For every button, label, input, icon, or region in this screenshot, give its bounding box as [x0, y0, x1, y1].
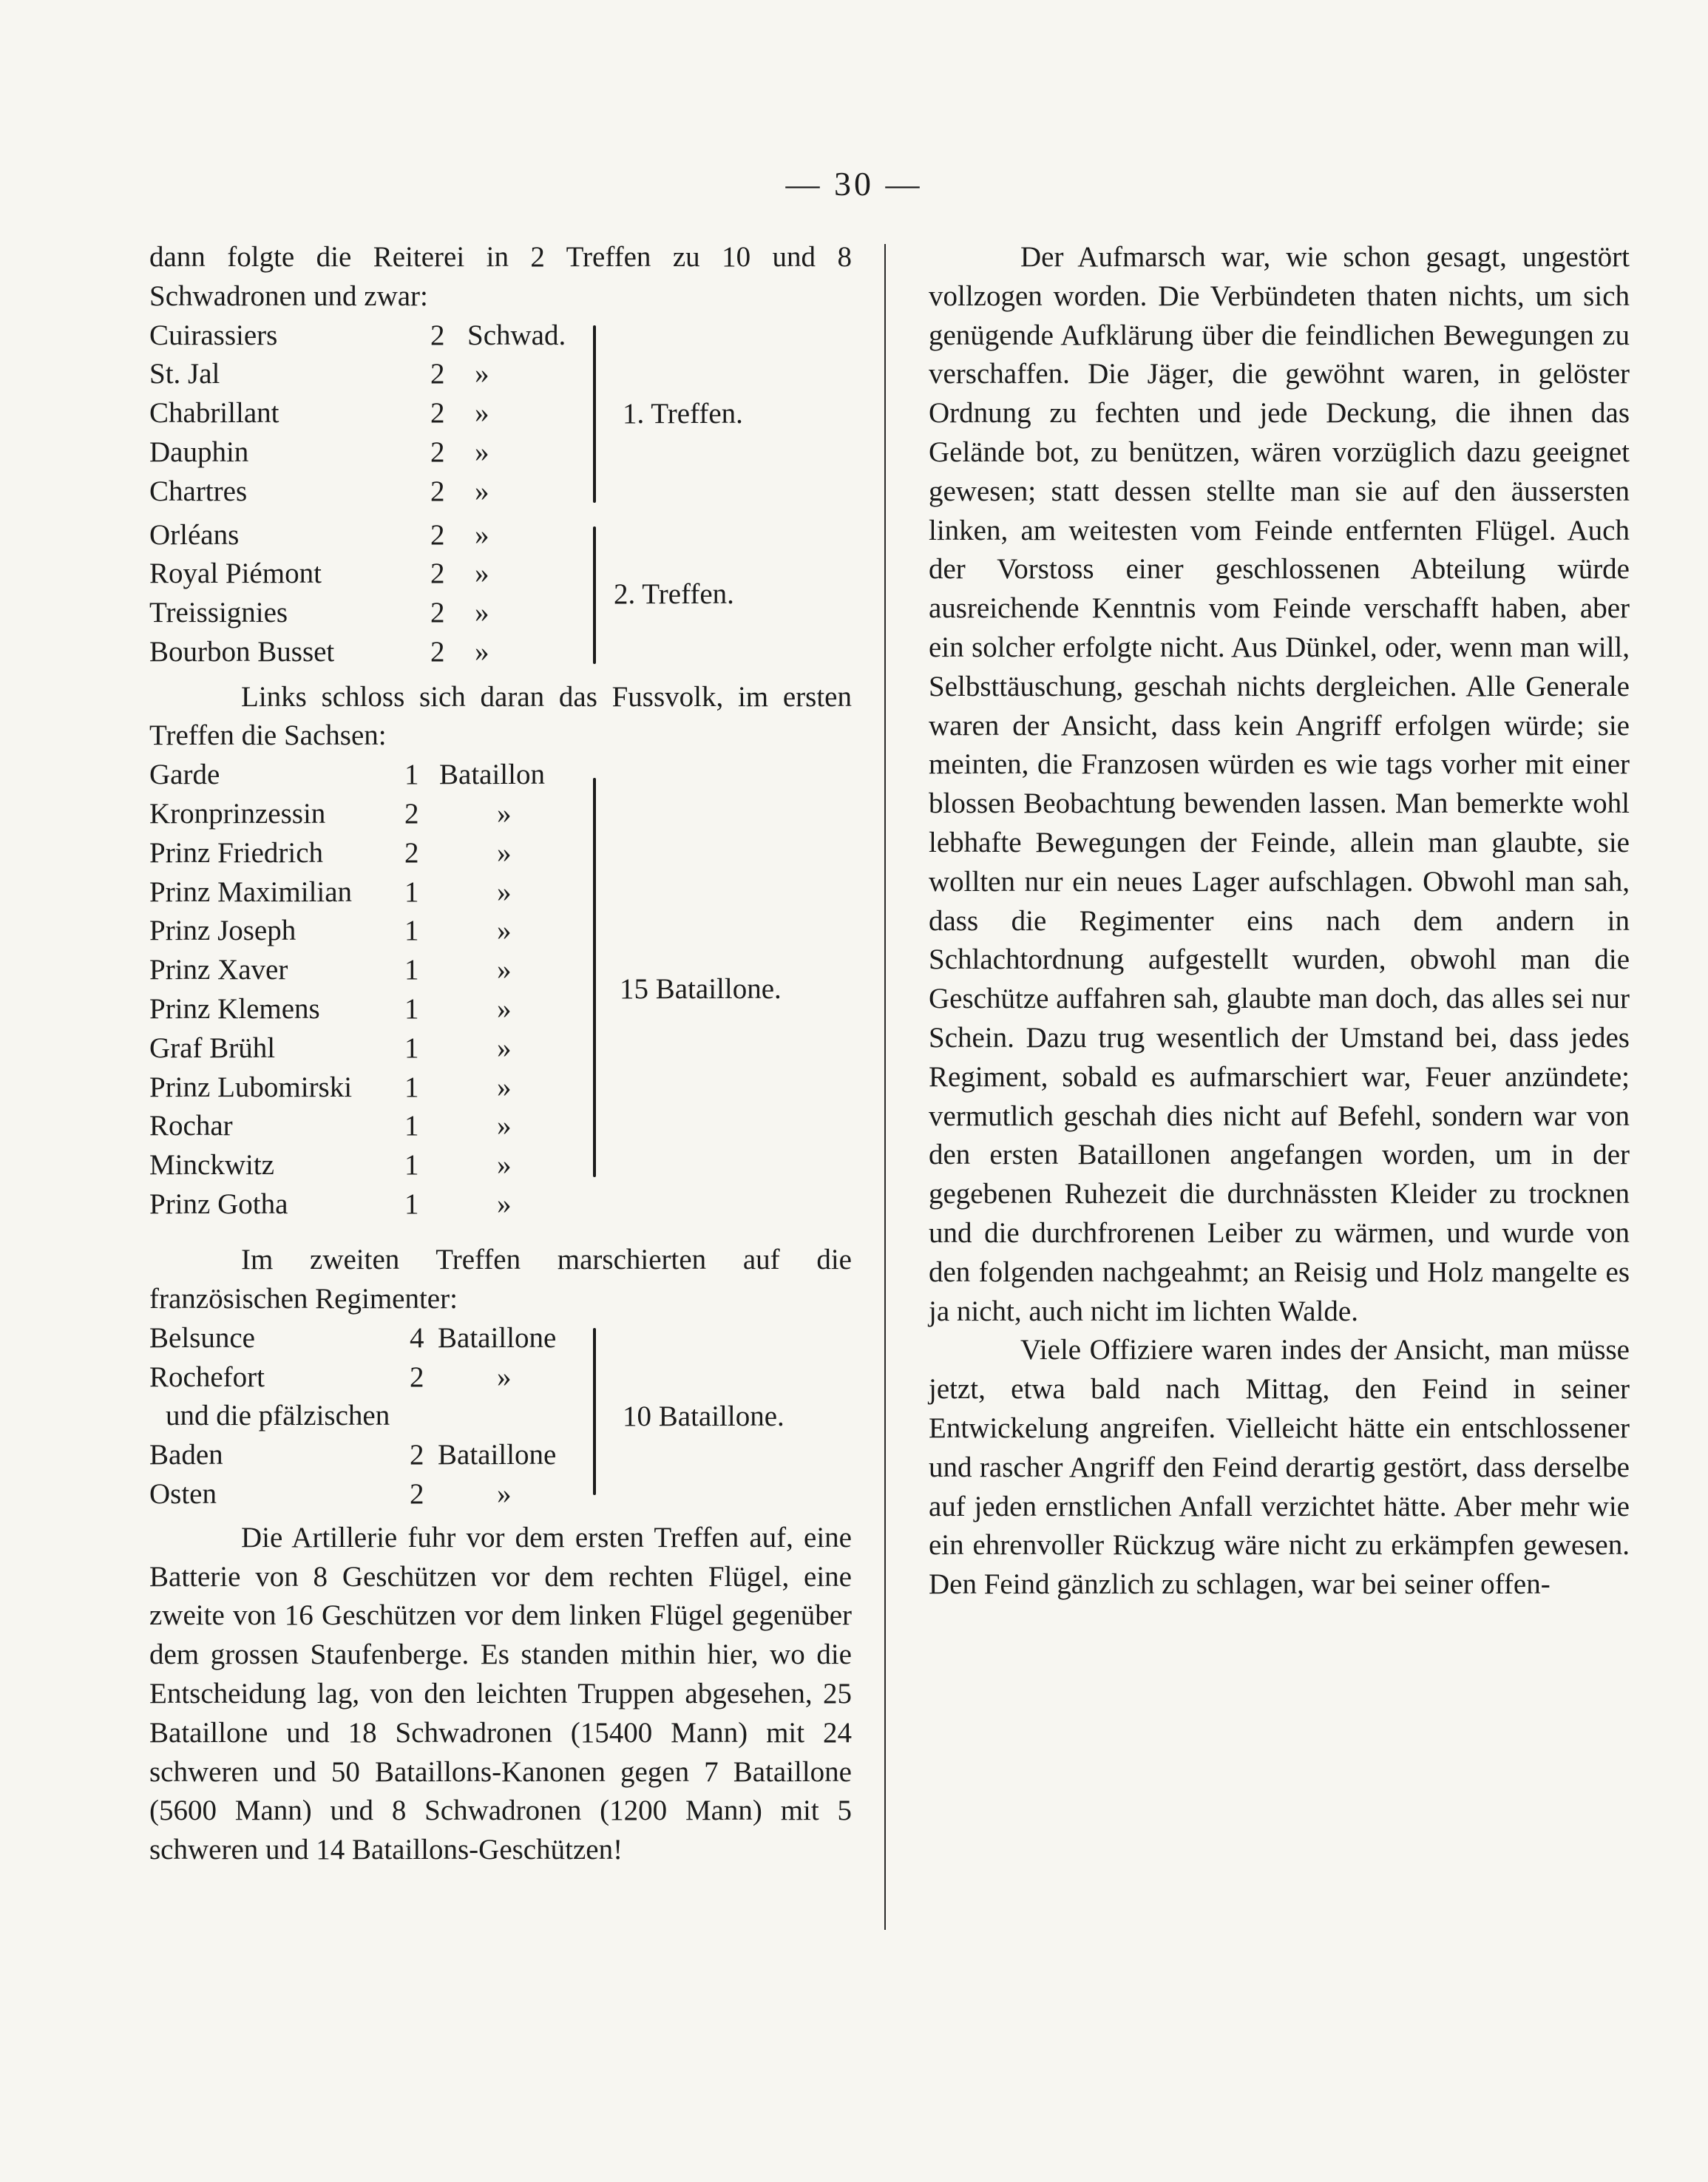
intro-french: Im zweiten Treffen marschierten auf die französischen Regimenter: [149, 1244, 852, 1315]
unit-name: Belsunce [149, 1321, 255, 1354]
unit-count: 2 [410, 1477, 424, 1510]
unit-type: Bataillone [438, 1321, 557, 1354]
unit-count: 1 [404, 1187, 419, 1220]
unit-name: Prinz Klemens [149, 992, 320, 1025]
table-row [149, 756, 852, 795]
unit-name: Rochar [149, 1110, 233, 1142]
brace-icon [593, 778, 596, 1177]
unit-type: » [475, 475, 489, 507]
unit-count: 2 [430, 397, 445, 430]
table-row [149, 1068, 852, 1108]
unit-count: 2 [430, 319, 445, 351]
unit-name: Royal Piémont [149, 558, 322, 590]
unit-count: 4 [410, 1321, 424, 1354]
brace-icon [593, 325, 596, 503]
brace-icon [593, 526, 596, 664]
table-row [149, 834, 852, 873]
artillery-paragraph: Die Artillerie fuhr vor dem ersten Treffen auf, eine Batterie von 8 Geschützen vor dem rechten Flügel, eine zweite von 16 Geschützen vor dem linken Flügel gegenüber dem grossen Staufenberge. Es standen mithin hier, wo die Entscheidung lag, von den leichten Truppen abgesehen, 25 Bataillone und 18 Schwadronen (15400 Mann) mit 24 schweren und 50 Bataillons-Kanonen gegen 7 Bataillone (5600 Mann) und 8 Schwadronen (1200 Mann) mit 5 schweren und 14 Bataillons-Geschützen! [149, 1521, 852, 1866]
unit-type: » [497, 1477, 512, 1510]
unit-count: 2 [430, 597, 445, 629]
table-row [149, 555, 852, 594]
paragraph-deployment: Der Aufmarsch war, wie schon gesagt, ungestört vollzogen worden. Die Verbündeten thaten nichts, um sich genügende Aufklärung über die feindlichen Bewegungen zu verschaffen. Die Jäger, die gewöhnt waren, in gelöster Ordnung zu fechten und jede Deckung, die ihnen das Gelände bot, zu benützen, wären vorzüglich dazu geeignet gewesen; statt dessen stellte man sie auf den äussersten linken, am weitesten vom Feinde entfernten Flügel. Auch der Vorstoss einer geschlossenen Abteilung würde ausreichende Kenntnis vom Feinde verschafft haben, aber ein solcher erfolgte nicht. Aus Dünkel, oder, wenn man will, Selbsttäuschung, geschah nichts dergleichen. Alle Generale waren der Ansicht, dass kein Angriff erfolgen würde; sie meinten, die Franzosen würden es wie tags vorher mit einer blossen Beobachtung bewenden lassen. Man bemerkte wohl lebhafte Bewegungen der Feinde, allein man glaubte, sie wollten nur ein neues Lager aufschlagen. Obwohl man sah, dass die Regimenter eins nach dem andern in Schlachtordnung aufgestellt wurden, obwohl man die Geschütze auffahren sah, glaubte man doch, das alles sei nur Schein. Dazu trug wesentlich der Umstand bei, dass jedes Regiment, sobald es aufmarschiert war, Feuer anzündete; vermutlich geschah dies nicht auf Befehl, sondern war von den ersten Bataillonen angefangen worden, um in der gegebenen Ruhezeit die durchnässten Kleider zu trocknen und die durchfrorenen Leiber zu wärmen, und wurde von den folgenden nachgeahmt; an Reisig und Holz mangelte es ja nicht, auch nicht im lichten Walde. [929, 241, 1630, 1327]
intro-saxons: Links schloss sich daran das Fussvolk, im ersten Treffen die Sachsen: [149, 680, 852, 752]
unit-name: Minckwitz [149, 1149, 274, 1182]
group-total: 15 Bataillone. [620, 973, 782, 1006]
unit-name: Dauphin [149, 436, 249, 468]
unit-type: Bataillone [438, 1439, 557, 1471]
unit-name: Cuirassiers [149, 319, 278, 351]
unit-count: 1 [404, 1149, 419, 1182]
unit-count: 1 [404, 915, 419, 947]
group-total: 10 Bataillone. [623, 1400, 784, 1432]
table-row [149, 795, 852, 834]
unit-name: Prinz Friedrich [149, 836, 324, 869]
page-number: — 30 — [785, 165, 923, 203]
table-row [149, 1185, 852, 1224]
table-row [149, 1358, 852, 1397]
unit-type: Bataillon [439, 759, 545, 791]
unit-count: 2 [404, 836, 419, 869]
unit-count: 2 [430, 475, 445, 507]
unit-type: » [497, 836, 512, 869]
table-row [149, 594, 852, 633]
unit-type: » [497, 1110, 512, 1142]
unit-type: » [497, 1149, 512, 1182]
unit-type: » [475, 635, 489, 668]
unit-name: Kronprinzessin [149, 797, 326, 830]
table-row [149, 316, 852, 356]
unit-name: Osten [149, 1477, 217, 1510]
unit-name: Orléans [149, 518, 240, 551]
cavalry-second-line [149, 516, 852, 672]
table-row [149, 355, 852, 394]
unit-type: » [497, 875, 512, 908]
unit-name: Prinz Joseph [149, 915, 296, 947]
unit-name: St. Jal [149, 358, 220, 390]
unit-name: Chartres [149, 475, 248, 507]
unit-name: und die pfälzischen [166, 1400, 390, 1432]
unit-name: Garde [149, 759, 220, 791]
unit-count: 1 [404, 954, 419, 986]
unit-type: » [475, 597, 489, 629]
saxon-infantry [149, 756, 852, 1224]
table-row [149, 1107, 852, 1146]
paragraph-officers: Viele Offiziere waren indes der Ansicht, man müsse jetzt, etwa bald nach Mittag, den Feind in seiner Entwickelung angreifen. Vielleicht hätte ein entschlossener und rascher Angriff den Feind derartig gestört, dass derselbe auf jeden ernstlichen Anfall verzichtet hätte. Aber mehr wie ein ehrenvoller Rückzug wäre nicht zu erkämpfen gewesen. Den Feind gänzlich zu schlagen, war bei seiner offen- [929, 1334, 1630, 1601]
unit-type: » [497, 797, 512, 830]
unit-count: 2 [430, 558, 445, 590]
french-infantry [149, 1319, 852, 1514]
unit-type: » [475, 518, 489, 551]
table-row [149, 1029, 852, 1068]
table-row [149, 912, 852, 951]
unit-type: » [497, 915, 512, 947]
unit-name: Prinz Gotha [149, 1187, 288, 1220]
unit-type: » [475, 436, 489, 468]
unit-count: 2 [404, 797, 419, 830]
unit-type: » [497, 1031, 512, 1064]
unit-count: 1 [404, 759, 419, 791]
unit-count: 2 [430, 518, 445, 551]
table-row [149, 472, 852, 512]
unit-count: 2 [430, 358, 445, 390]
table-row [149, 1146, 852, 1185]
left-column [149, 238, 852, 1870]
unit-name: Chabrillant [149, 397, 279, 430]
unit-type: » [497, 1187, 512, 1220]
unit-type: » [475, 558, 489, 590]
unit-count: 1 [404, 992, 419, 1025]
cavalry-first-line [149, 316, 852, 512]
brace-icon [593, 1328, 596, 1495]
intro-cavalry: dann folgte die Reiterei in 2 Treffen zu 10 und 8 Schwadronen und zwar: [149, 241, 852, 312]
table-row [149, 394, 852, 433]
unit-name: Rochefort [149, 1361, 265, 1393]
table-row [149, 1319, 852, 1358]
unit-name: Prinz Xaver [149, 954, 288, 986]
unit-type: » [497, 1071, 512, 1103]
unit-count: 2 [410, 1439, 424, 1471]
unit-count: 1 [404, 1031, 419, 1064]
unit-count: 1 [404, 1071, 419, 1103]
unit-count: 1 [404, 1110, 419, 1142]
table-row [149, 873, 852, 912]
unit-count: 2 [430, 635, 445, 668]
table-row [149, 1436, 852, 1475]
column-divider [884, 244, 886, 1930]
unit-type: Schwad. [467, 319, 566, 351]
table-row [149, 433, 852, 472]
unit-type: » [475, 397, 489, 430]
unit-count: 2 [410, 1361, 424, 1393]
table-row [149, 633, 852, 672]
unit-type: » [475, 358, 489, 390]
unit-type: » [497, 1361, 512, 1393]
unit-count: 2 [430, 436, 445, 468]
unit-type: » [497, 992, 512, 1025]
table-row [149, 1475, 852, 1514]
table-row [149, 516, 852, 555]
unit-name: Treissignies [149, 597, 288, 629]
group-total: 1. Treffen. [623, 397, 743, 430]
unit-count: 1 [404, 875, 419, 908]
unit-name: Bourbon Busset [149, 635, 335, 668]
unit-name: Prinz Lubomirski [149, 1071, 353, 1103]
unit-name: Baden [149, 1439, 223, 1471]
unit-name: Prinz Maximilian [149, 875, 353, 908]
group-total: 2. Treffen. [614, 577, 734, 610]
right-column [929, 238, 1630, 1605]
unit-name: Graf Brühl [149, 1031, 276, 1064]
unit-type: » [497, 954, 512, 986]
